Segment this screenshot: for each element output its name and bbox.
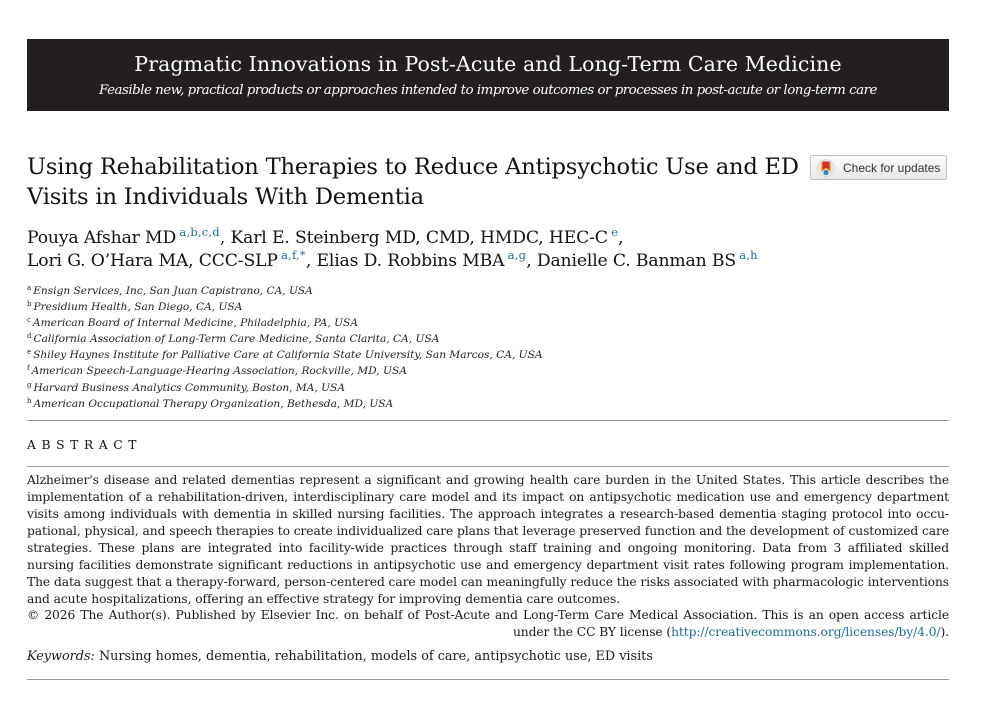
keywords [27,648,949,665]
divider [27,466,949,467]
affiliation: $^d$ California Association of Long-Term Care Medicine, Santa Clarita, CA, USA [27,332,440,346]
author-affiliation-link[interactable]: a,b,c,d [179,225,220,239]
author-name: Danielle C. Banman BS [536,251,736,271]
author-name: Karl E. Steinberg MD, CMD, HMDC, HEC-C [230,228,608,248]
crossmark-icon [817,159,835,177]
journal-section-banner [27,39,949,111]
author: Karl E. Steinberg MD, CMD, HMDC, HEC-C $^e$, [230,225,624,248]
banner-title: Pragmatic Innovations in Post-Acute and Long-Term Care Medicine [134,52,842,76]
author-affiliation-link[interactable]: e [611,225,619,239]
article-title: Using Rehabilitation Therapies to Reduce Antipsychotic Use and ED Visits in Individuals With Dementia [27,154,799,210]
keywords-text: Nursing homes, dementia, rehabilitation, models of care, antipsychotic use, ED visits [98,649,653,664]
author [536,248,758,271]
divider [27,420,949,421]
author: Pouya Afshar MD $^{a,b,c,d}$, [27,225,231,248]
divider [27,679,949,680]
affiliation-list [27,284,727,413]
author: Elias D. Robbins MBA $^{a,g}$, [316,248,537,271]
keywords-label: Keywords: [27,649,95,664]
author-name: Elias D. Robbins MBA [316,251,505,271]
affiliation: $^a$ Ensign Services, Inc, San Juan Capistrano, CA, USA [27,284,313,297]
check-for-updates-label: Check for updates [843,161,941,175]
author-affiliation-link[interactable]: a,g [507,248,527,262]
license-link[interactable]: http://creativecommons.org/licenses/by/4.0/ [671,625,941,639]
author: Lori G. O’Hara MA, CCC-SLP $^{a,f,*}$, [27,248,317,271]
abstract-text: Alzheimer's disease and related dementias represent a significant and growing health care burden in the United States. This article describes the implementation of a rehabilitation-driven, interdisciplinary care model and its impact on antipsychotic medication use and emergency department visits among individuals with dementia in skilled nursing facilities. The approach integrates a research-based dementia staging protocol into occupational, physical, and speech therapies to create individualized care plans that leverage preserved function and the development of customized care strategies. These plans are integrated into facility-wide practices through staff training and ongoing monitoring. Data from 3 affiliated skilled nursing facilities demonstrate significant reductions in antipsychotic use and emergency department visit rates following program implementation. The data suggest that a therapy-forward, person-centered care model can meaningfully reduce the risks associated with pharmacologic interventions and acute hospitalizations, offering an effective strategy for improving dementia care outcomes. [27,473,949,606]
affiliation: $^f$ American Speech-Language-Hearing Association, Rockville, MD, USA [27,364,407,378]
affiliation: $^c$ American Board of Internal Medicine, Philadelphia, PA, USA [27,316,358,330]
check-for-updates-button[interactable] [810,155,947,180]
author-name: Pouya Afshar MD [27,228,177,248]
affiliation: $^g$ Harvard Business Analytics Community, Boston, MA, USA [27,380,345,394]
author-affiliation-link[interactable]: a,h [739,248,758,262]
affiliation: $^e$ Shiley Haynes Institute for Palliative Care at California State University, San Marcos, CA, USA [27,348,543,362]
affiliation: $^b$ Presidium Health, San Diego, CA, USA [27,300,243,314]
affiliation: $^h$ American Occupational Therapy Organization, Bethesda, MD, USA [27,396,394,410]
author-list [27,227,957,273]
author-affiliation-link[interactable]: a,f,* [281,248,306,262]
abstract-heading: ABSTRACT [27,438,143,452]
copyright-notice: © 2026 The Author(s). Published by Elsevier Inc. on behalf of Post-Acute and Long-Term Care Medical Association. This is an open access article under the CC BY license (http://creativecommons.org/licenses/by/4.0/). [27,608,949,639]
author-name: Lori G. O’Hara MA, CCC-SLP [27,251,278,271]
banner-subtitle: Feasible new, practical products or approaches intended to improve outcomes or processes in post-acute or long-term care [99,83,877,98]
